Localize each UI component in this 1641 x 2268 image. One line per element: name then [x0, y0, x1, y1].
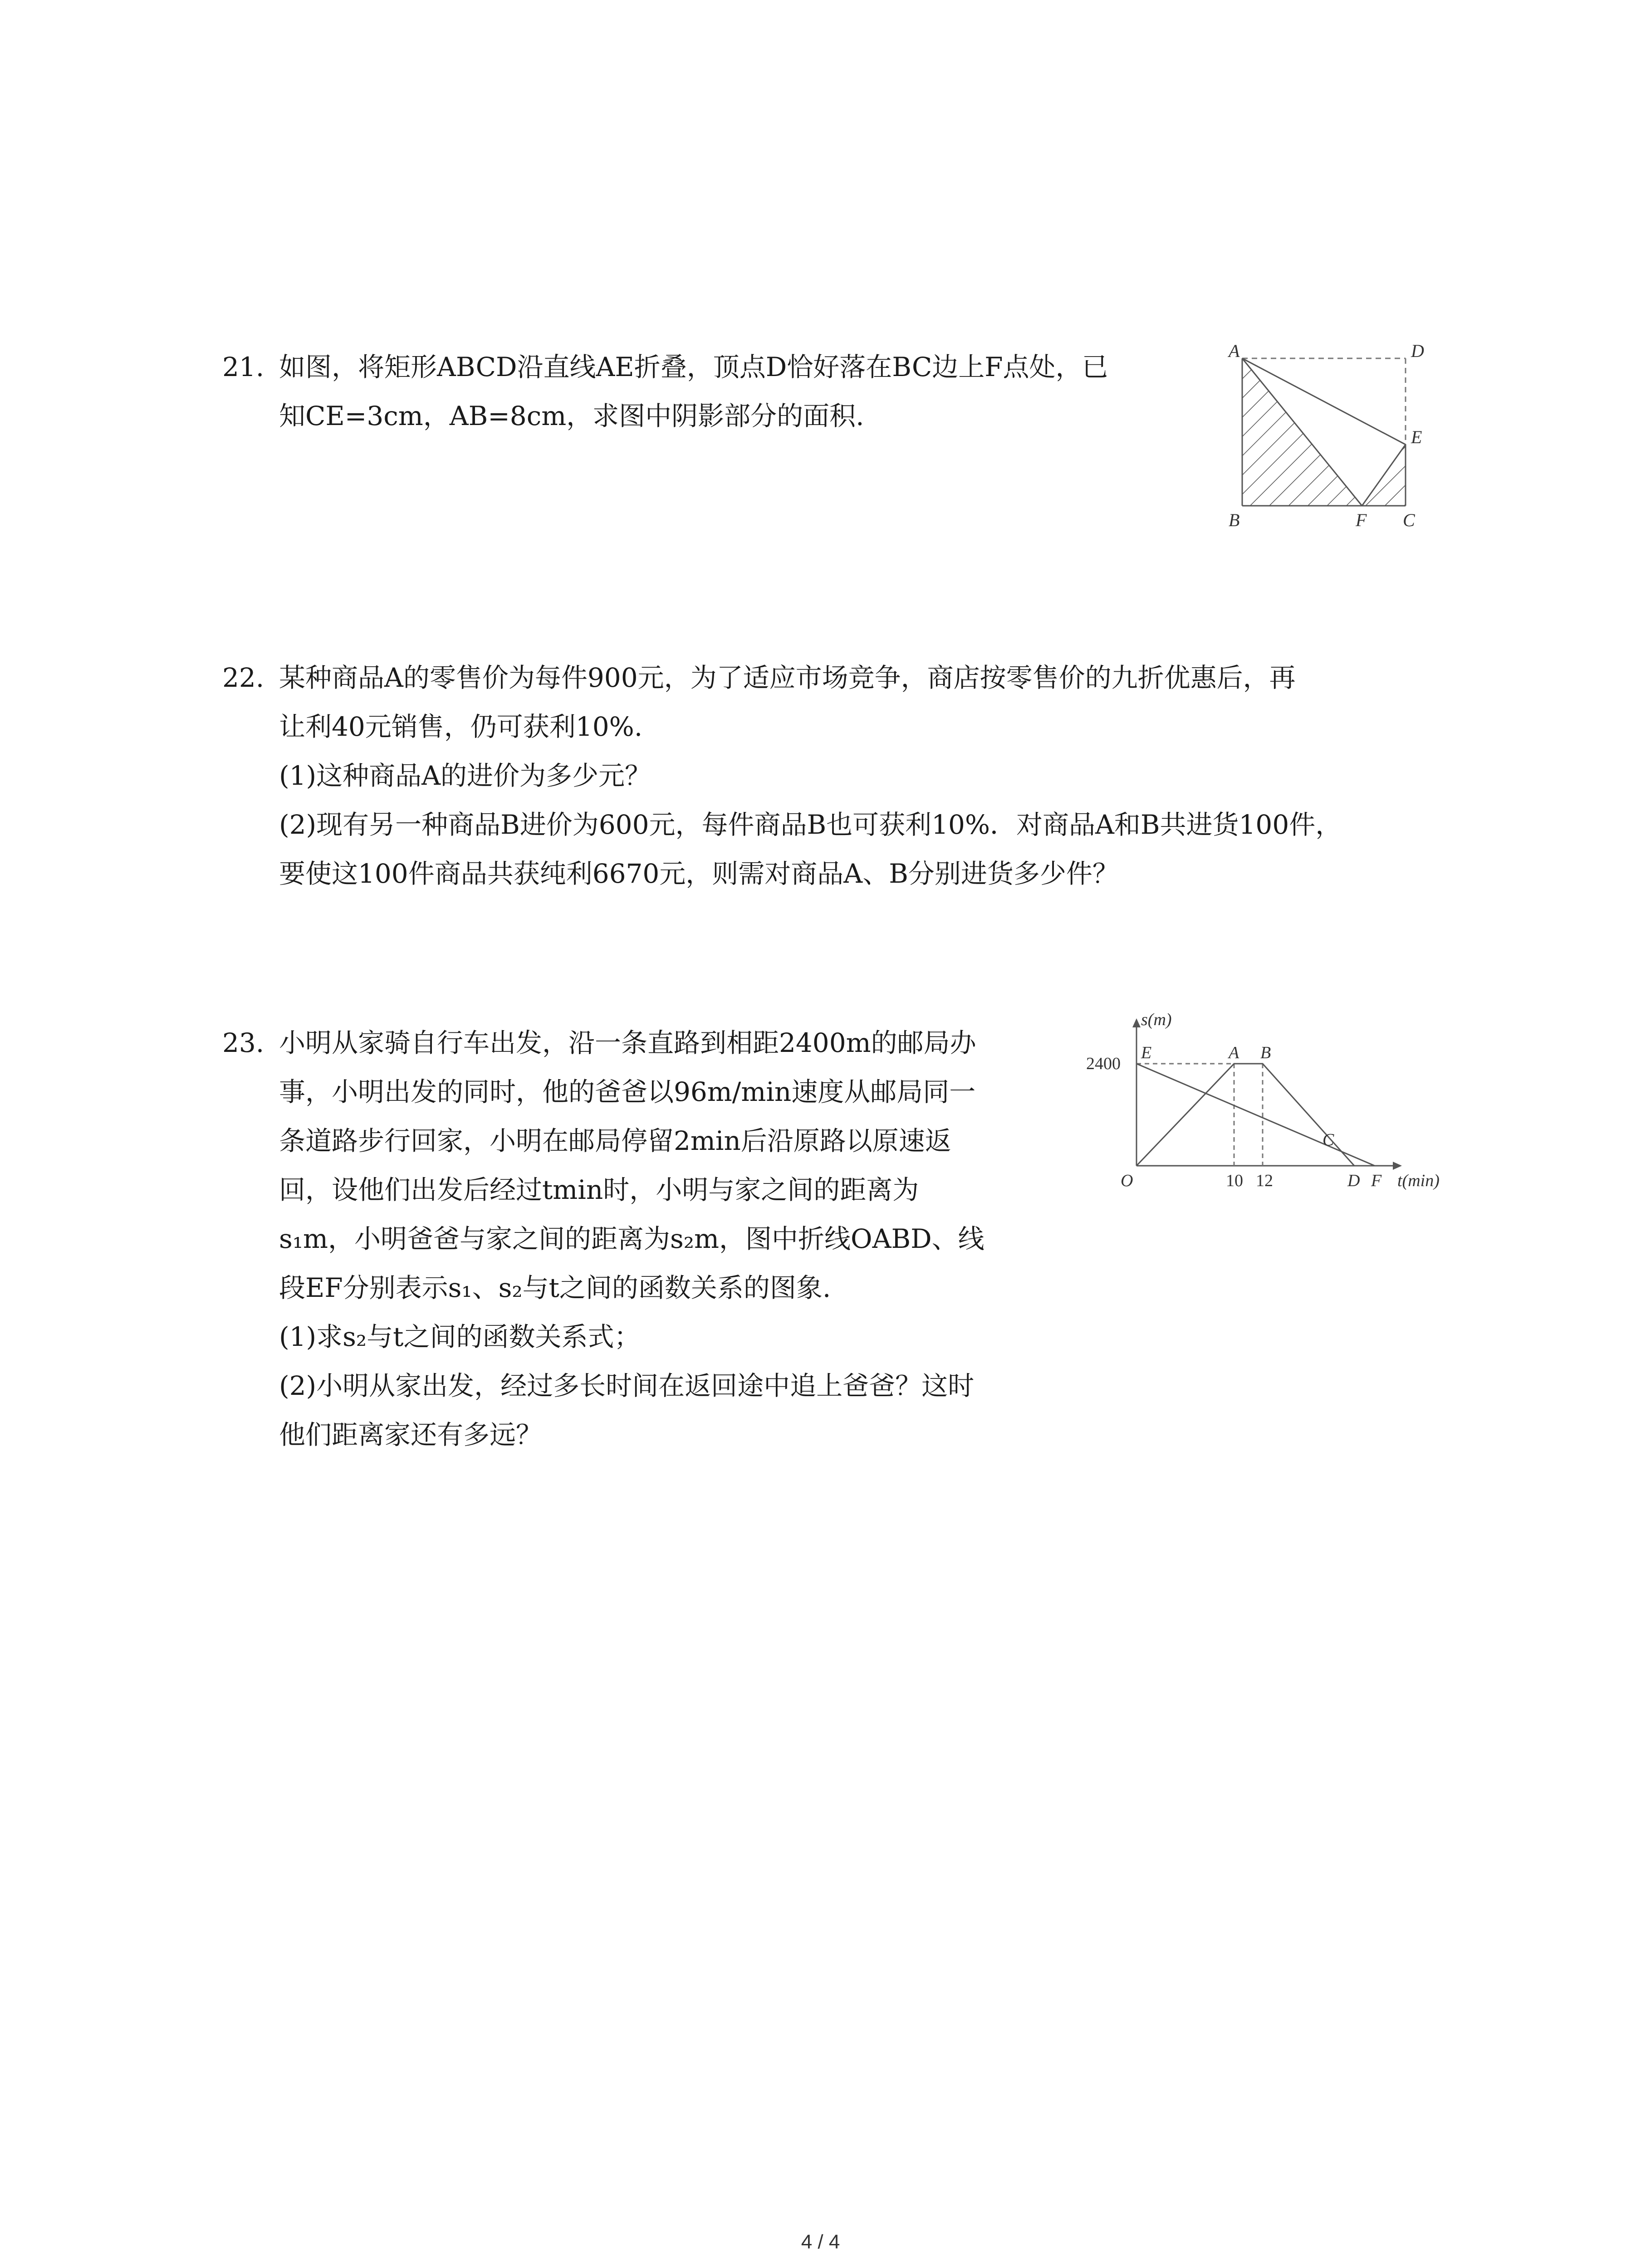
label-origin: O — [1121, 1171, 1133, 1190]
x-tick-12: 12 — [1256, 1171, 1273, 1190]
problem-22-question-2-cont: 要使这100件商品共获纯利6670元，则需对商品A、B分别进货多少件？ — [279, 858, 1119, 889]
problem-23-line-5: s₁m，小明爸爸与家之间的距离为s₂m，图中折线OABD、线 — [279, 1223, 985, 1254]
problem-23-line-2: 事，小明出发的同时，他的爸爸以96m/min速度从邮局同一 — [279, 1076, 976, 1107]
label-f: F — [1371, 1171, 1382, 1190]
label-d: D — [1411, 341, 1424, 361]
problem-23-question-1: (1)求s₂与t之间的函数关系式； — [279, 1321, 641, 1352]
y-tick-2400: 2400 — [1086, 1054, 1121, 1073]
problem-22-line-2: 让利40元销售，仍可获利10%. — [279, 711, 643, 742]
segment-ef — [1136, 1064, 1375, 1166]
x-tick-10: 10 — [1226, 1171, 1243, 1190]
label-c: C — [1323, 1130, 1334, 1149]
problem-22 — [222, 653, 1342, 898]
problem-23-line-3: 条道路步行回家，小明在邮局停留2min后沿原路以原速返 — [279, 1125, 951, 1156]
problem-21 — [222, 342, 1108, 440]
label-c: C — [1403, 510, 1415, 530]
problem-22-number: 22. — [222, 662, 265, 693]
problem-22-question-2: (2)现有另一种商品B进价为600元，每件商品B也可获利10%．对商品A和B共进货100件， — [279, 809, 1342, 840]
problem-21-line-1: 如图，将矩形ABCD沿直线AE折叠，顶点D恰好落在BC边上F点处，已 — [279, 352, 1108, 382]
rectangle-fold-figure — [1225, 338, 1461, 533]
label-a: A — [1229, 341, 1240, 361]
problem-23 — [222, 1018, 985, 1459]
x-axis-label: t(min) — [1397, 1171, 1440, 1190]
label-e: E — [1141, 1043, 1152, 1062]
problem-21-number: 21. — [222, 352, 265, 382]
y-axis-label: s(m) — [1141, 1010, 1172, 1029]
polyline-oabd — [1136, 1064, 1354, 1166]
problem-21-line-2: 知CE=3cm，AB=8cm，求图中阴影部分的面积. — [279, 401, 864, 431]
page-number: 4 / 4 — [801, 2231, 840, 2253]
problem-23-line-4: 回，设他们出发后经过tmin时，小明与家之间的距离为 — [279, 1174, 919, 1205]
problem-22-line-1: 某种商品A的零售价为每件900元，为了适应市场竞争，商店按零售价的九折优惠后，再 — [279, 662, 1296, 693]
label-b: B — [1229, 510, 1240, 530]
label-e: E — [1411, 427, 1422, 447]
label-f: F — [1356, 510, 1367, 530]
label-b: B — [1260, 1043, 1271, 1062]
label-d: D — [1347, 1171, 1360, 1190]
problem-23-line-6: 段EF分别表示s₁、s₂与t之间的函数关系的图象. — [279, 1272, 831, 1303]
problem-23-question-2-cont: 他们距离家还有多远？ — [279, 1419, 543, 1450]
problem-23-number: 23. — [222, 1027, 265, 1058]
problem-23-question-2: (2)小明从家出发，经过多长时间在返回途中追上爸爸？这时 — [279, 1370, 975, 1401]
label-a: A — [1229, 1043, 1239, 1062]
problem-22-question-1: (1)这种商品A的进价为多少元？ — [279, 760, 652, 791]
problem-23-line-1: 小明从家骑自行车出发，沿一条直路到相距2400m的邮局办 — [279, 1027, 976, 1058]
distance-time-graph — [1084, 1009, 1461, 1200]
